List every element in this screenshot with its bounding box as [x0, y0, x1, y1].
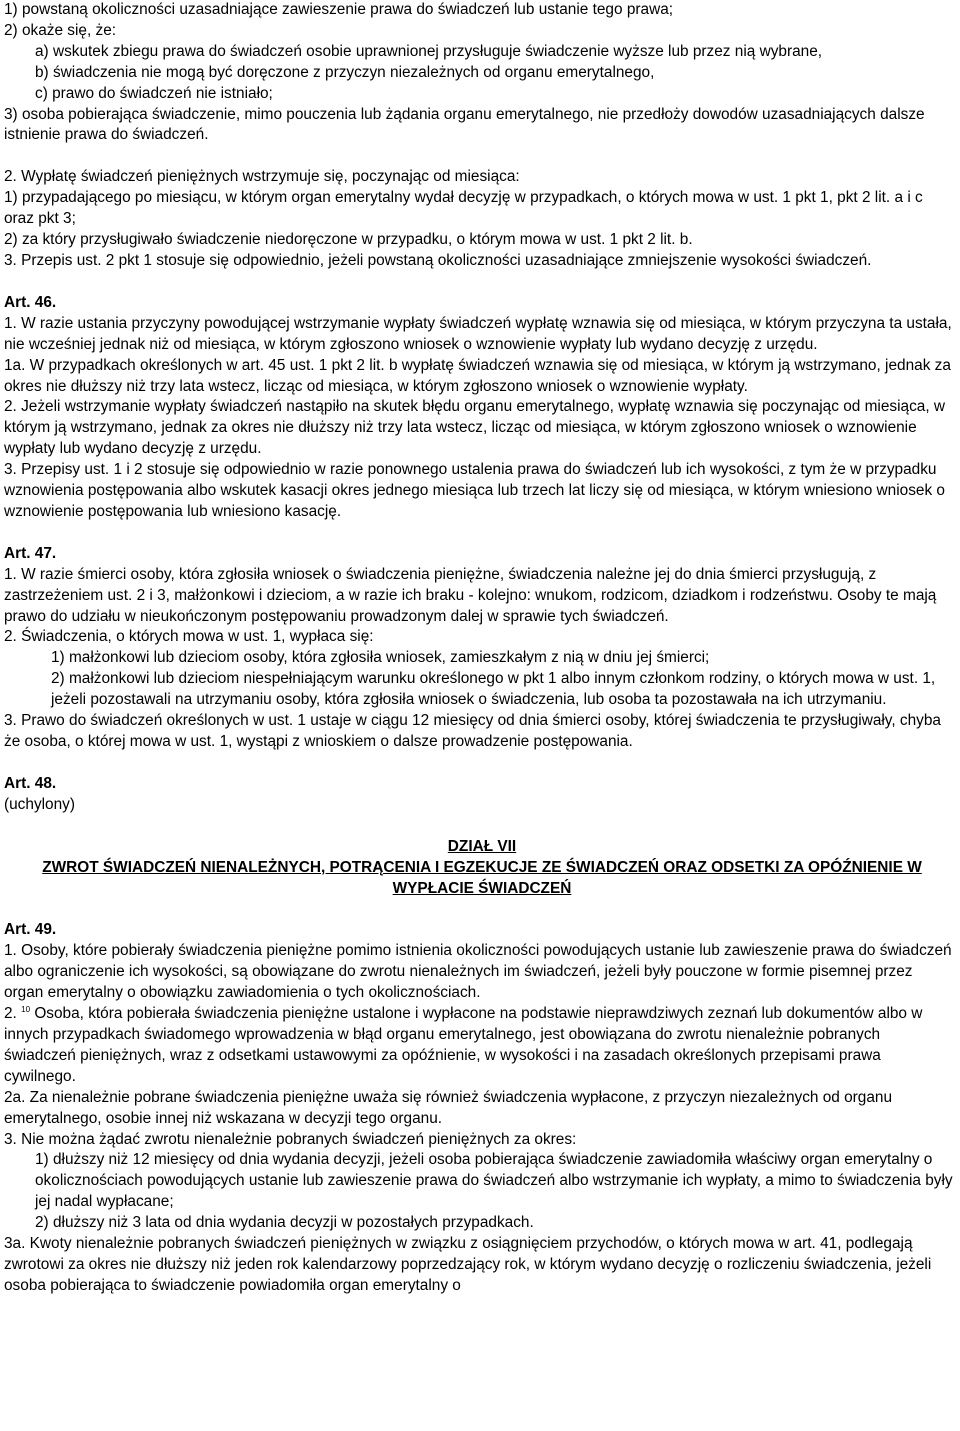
- list-item: 2) dłuższy niż 3 lata od dnia wydania decyzji w pozostałych przypadkach.: [35, 1214, 534, 1232]
- article-title: Art. 47.: [4, 544, 57, 562]
- document-paragraph: c) prawo do świadczeń nie istniało;: [35, 84, 273, 102]
- document-paragraph: 3. Prawo do świadczeń określonych w ust. 1 ustaje w ciągu 12 miesięcy od dnia śmierci osoby, której świadczenia te przysługiwały, chyba że osoba, o której mowa w ust. 1, wystąpi z wnioskiem o dalsze prowadzenie postępowania.: [4, 712, 941, 750]
- article-paragraph: 3. Nie można żądać zwrotu nienależnie pobranych świadczeń pieniężnych za okres:: [4, 1130, 577, 1148]
- document-paragraph: 1. W razie śmierci osoby, która zgłosiła wniosek o świadczenia pieniężne, świadczenia należne jej do dnia śmierci przysługują, z zastrzeżeniem ust. 2 i 3, małżonkowi i dzieciom, a w razie ich braku - kolejno: wnukom, rodzicom, dziadkom i rodzeństwu. Osoby te mają prawo do udziału w nieukończonym postępowaniu prowadzonym dalej w sprawie tych świadczeń.: [4, 565, 937, 625]
- spacer: [4, 753, 956, 774]
- paragraph-number: 2.: [4, 1005, 17, 1023]
- article-title: Art. 46.: [4, 293, 57, 311]
- article-paragraph: 1. Osoby, które pobierały świadczenia pieniężne pomimo istnienia okoliczności powodujących ustanie lub zawieszenie prawa do świadczeń albo ograniczenie ich wysokości, są obowiązane do zwrotu nienależnych im świadczeń, jeżeli były pouczone w formie pisemnej przez organ emerytalny o obowiązku zawiadomienia o tych okolicznościach.: [4, 942, 952, 1002]
- document-paragraph: a) wskutek zbiegu prawa do świadczeń osobie uprawnionej przysługuje świadczenie wyższe lub przez nią wybrane,: [35, 42, 823, 60]
- document-paragraph: 3. Przepisy ust. 1 i 2 stosuje się odpowiednio w razie ponownego ustalenia prawa do świadczeń lub ich wysokości, z tym że w przypadku wznowienia postępowania albo wskutek kasacji okres jednego miesiąca lub trzech lat liczy się od miesiąca, w którym wniesiono wniosek o wznowienie postępowania lub wniesiono kasację.: [4, 461, 945, 520]
- document-paragraph: 1. W razie ustania przyczyny powodującej wstrzymanie wypłaty świadczeń wypłatę wznawia się od miesiąca, w którym przyczyna ta ustała, nie wcześniej jednak niż od miesiąca, w którym zgłoszono wniosek o wznowienie wypłaty lub wydano decyzję z urzędu.: [4, 314, 952, 353]
- document-paragraph: 2. Świadczenia, o których mowa w ust. 1, wypłaca się:: [4, 628, 374, 646]
- spacer: [4, 899, 956, 920]
- spacer: [4, 272, 956, 293]
- document-paragraph: 1) przypadającego po miesiącu, w którym organ emerytalny wydał decyzję w przypadkach, o których mowa w ust. 1 pkt 1, pkt 2 lit. a i c oraz pkt 3;: [4, 189, 923, 228]
- spacer: [4, 146, 956, 167]
- document-body: [4, 0, 956, 837]
- article-title: Art. 48.: [4, 774, 57, 792]
- paragraph-text: Osoba, która pobierała świadczenia pieniężne ustalone i wypłacone na podstawie nieprawdziwych zeznań lub dokumentów albo w innych przypadkach świadomego wprowadzenia w błąd organu emerytalnego, jest obowiązana do zwrotu nienależnie pobranych świadczeń pieniężnych, wraz z odsetkami ustawowymi za opóźnienie, w wysokości i na zasadach określonych przepisami prawa cywilnego.: [4, 1005, 923, 1085]
- spacer: [4, 816, 956, 837]
- document-paragraph: 2) okaże się, że:: [4, 21, 117, 39]
- document-paragraph: 1a. W przypadkach określonych w art. 45 ust. 1 pkt 2 lit. b wypłatę świadczeń wznawia się od miesiąca, w którym ją wstrzymano, jednak za okres nie dłuższy niż trzy lata wstecz, licząc od miesiąca, w którym zgłoszono wniosek o wznowienie wypłaty.: [4, 356, 951, 395]
- document-paragraph: 3. Przepis ust. 2 pkt 1 stosuje się odpowiednio, jeżeli powstaną okoliczności uzasadniające zmniejszenie wysokości świadczeń.: [4, 251, 872, 269]
- document-paragraph: 2) małżonkowi lub dzieciom niespełniającym warunku określonego w pkt 1 albo innym członkom rodziny, o których mowa w ust. 1, jeżeli pozostawali na utrzymaniu osoby, która zgłosiła wniosek o świadczenia, lub osoba ta pozostawała na ich utrzymaniu.: [51, 670, 936, 709]
- list-item: 1) dłuższy niż 12 miesięcy od dnia wydania decyzji, jeżeli osoba pobierająca świadczenie zawiadomiła właściwy organ emerytalny o okolicznościach powodujących ustanie lub zawieszenie prawa do świadczeń albo wstrzymanie ich wypłaty, a mimo to świadczenia były jej nadal wypłacane;: [35, 1151, 953, 1211]
- section-title: ZWROT ŚWIADCZEŃ NIENALEŻNYCH, POTRĄCENIA I EGZEKUCJE ZE ŚWIADCZEŃ ORAZ ODSETKI ZA OPÓŹNIENIE W WYPŁACIE ŚWIADCZEŃ: [42, 858, 922, 897]
- article-title: Art. 49.: [4, 921, 57, 939]
- article-paragraph: [4, 1004, 956, 1088]
- section-number: DZIAŁ VII: [447, 837, 517, 855]
- document-paragraph: 3) osoba pobierająca świadczenie, mimo pouczenia lub żądania organu emerytalnego, nie przedłoży dowodów uzasadniających dalsze istnienie prawa do świadczeń.: [4, 105, 925, 144]
- document-paragraph: 2. Wypłatę świadczeń pieniężnych wstrzymuje się, poczynając od miesiąca:: [4, 168, 520, 186]
- article-paragraph: 2a. Za nienależnie pobrane świadczenia pieniężne uważa się również świadczenia wypłacone, z przyczyn niezależnych od organu emerytalnego, osobie innej niż wskazana w decyzji tego organu.: [4, 1088, 893, 1127]
- footnote-marker[interactable]: 10: [21, 1005, 31, 1015]
- document-paragraph: 2. Jeżeli wstrzymanie wypłaty świadczeń nastąpiło na skutek błędu organu emerytalnego, wypłatę wznawia się poczynając od miesiąca, w którym ją wstrzymano, jednak za okres nie dłuższy niż trzy lata wstecz, licząc od miesiąca, w którym zgłoszono wniosek o wznowienie wypłaty lub wydano decyzję z urzędu.: [4, 398, 946, 458]
- document-paragraph: b) świadczenia nie mogą być doręczone z przyczyn niezależnych od organu emerytalnego,: [35, 63, 655, 81]
- spacer: [4, 523, 956, 544]
- article-paragraph: 3a. Kwoty nienależnie pobranych świadczeń pieniężnych w związku z osiągnięciem przychodów, o których mowa w art. 41, podlegają zwrotowi za okres nie dłuższy niż jeden rok kalendarzowy poprzedzający rok, w którym wydano decyzję o rozliczeniu świadczenia, jeżeli osoba pobierająca to świadczenie powiadomiła organ emerytalny o: [4, 1235, 932, 1294]
- section-heading: [4, 837, 956, 900]
- document-paragraph: (uchylony): [4, 795, 75, 813]
- document-paragraph: 1) powstaną okoliczności uzasadniające zawieszenie prawa do świadczeń lub ustanie tego prawa;: [4, 1, 674, 18]
- document-paragraph: 2) za który przysługiwało świadczenie niedoręczone w przypadku, o którym mowa w ust. 1 pkt 2 lit. b.: [4, 231, 693, 249]
- document-paragraph: 1) małżonkowi lub dzieciom osoby, która zgłosiła wniosek, zamieszkałym z nią w dniu jej śmierci;: [51, 649, 710, 667]
